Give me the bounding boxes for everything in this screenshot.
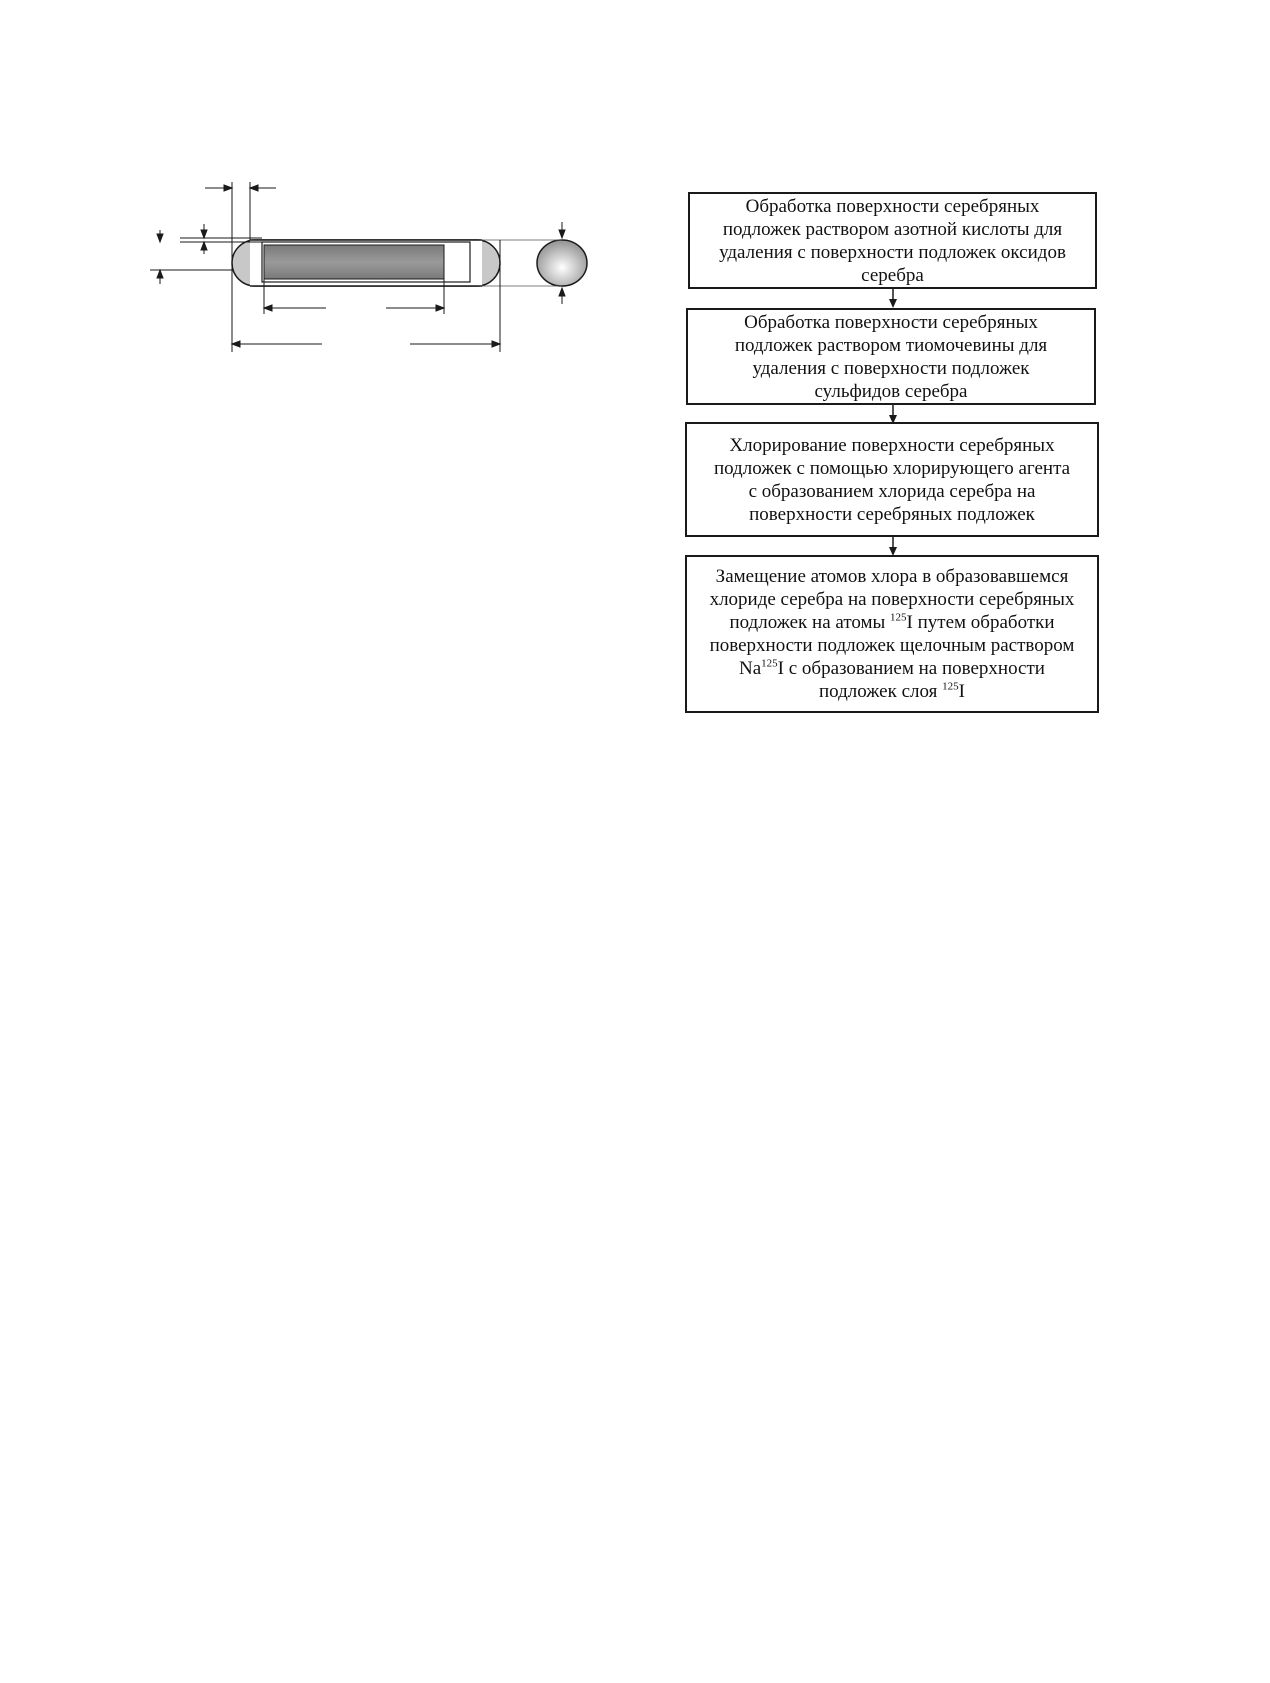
step-4-line-5 bbox=[739, 658, 1045, 679]
flow-step-1 bbox=[688, 192, 1097, 289]
step-2-line-3: удаления с поверхности подложек bbox=[752, 357, 1030, 379]
step-2-line-2: подложек раствором тиомочевины для bbox=[734, 334, 1048, 356]
flow-step-4 bbox=[685, 555, 1099, 713]
isotope-superscript: 125 bbox=[890, 611, 907, 624]
step-2-line-4: сульфидов серебра bbox=[814, 380, 968, 402]
seed-cross-section-drawing bbox=[150, 180, 620, 380]
silver-core bbox=[264, 245, 444, 279]
down-arrow-icon bbox=[887, 289, 899, 309]
isotope-superscript: 125 bbox=[761, 657, 778, 670]
step-4-line-3-post: I путем обработки bbox=[906, 612, 1055, 633]
capsule-end-view bbox=[537, 240, 587, 286]
step-1-line-2: подложек раствором азотной кислоты для bbox=[722, 218, 1063, 240]
step-4-line-5-pre: Na bbox=[739, 658, 762, 679]
step-4-line-3 bbox=[729, 612, 1054, 633]
step-3-line-2: подложек с помощью хлорирующего агента bbox=[713, 457, 1071, 479]
step-4-line-3-pre: подложек на атомы bbox=[729, 612, 886, 633]
step-3-line-1: Хлорирование поверхности серебряных bbox=[729, 434, 1055, 456]
step-4-line-6-pre: подложек слоя bbox=[819, 681, 938, 702]
step-4-line-2: хлориде серебра на поверхности серебряных bbox=[709, 589, 1075, 610]
step-1-line-3: удаления с поверхности подложек оксидов bbox=[719, 241, 1066, 263]
step-4-line-4: поверхности подложек щелочным раствором bbox=[709, 635, 1075, 656]
step-1-line-1: Обработка поверхности серебряных bbox=[745, 195, 1040, 217]
isotope-superscript: 125 bbox=[942, 680, 959, 693]
step-4-line-1: Замещение атомов хлора в образовавшемся bbox=[715, 566, 1069, 587]
step-3-line-4: поверхности серебряных подложек bbox=[749, 503, 1035, 525]
flow-step-3 bbox=[685, 422, 1099, 537]
step-3-line-3: с образованием хлорида серебра на bbox=[748, 480, 1036, 502]
step-1-line-4: серебра bbox=[861, 264, 924, 286]
step-2-line-1: Обработка поверхности серебряных bbox=[744, 311, 1038, 333]
step-4-line-5-post: I с образованием на поверхности bbox=[777, 658, 1045, 679]
step-4-line-6-post: I bbox=[958, 681, 965, 702]
down-arrow-icon bbox=[887, 537, 899, 557]
flow-step-2 bbox=[686, 308, 1096, 405]
step-4-line-6 bbox=[819, 681, 965, 702]
